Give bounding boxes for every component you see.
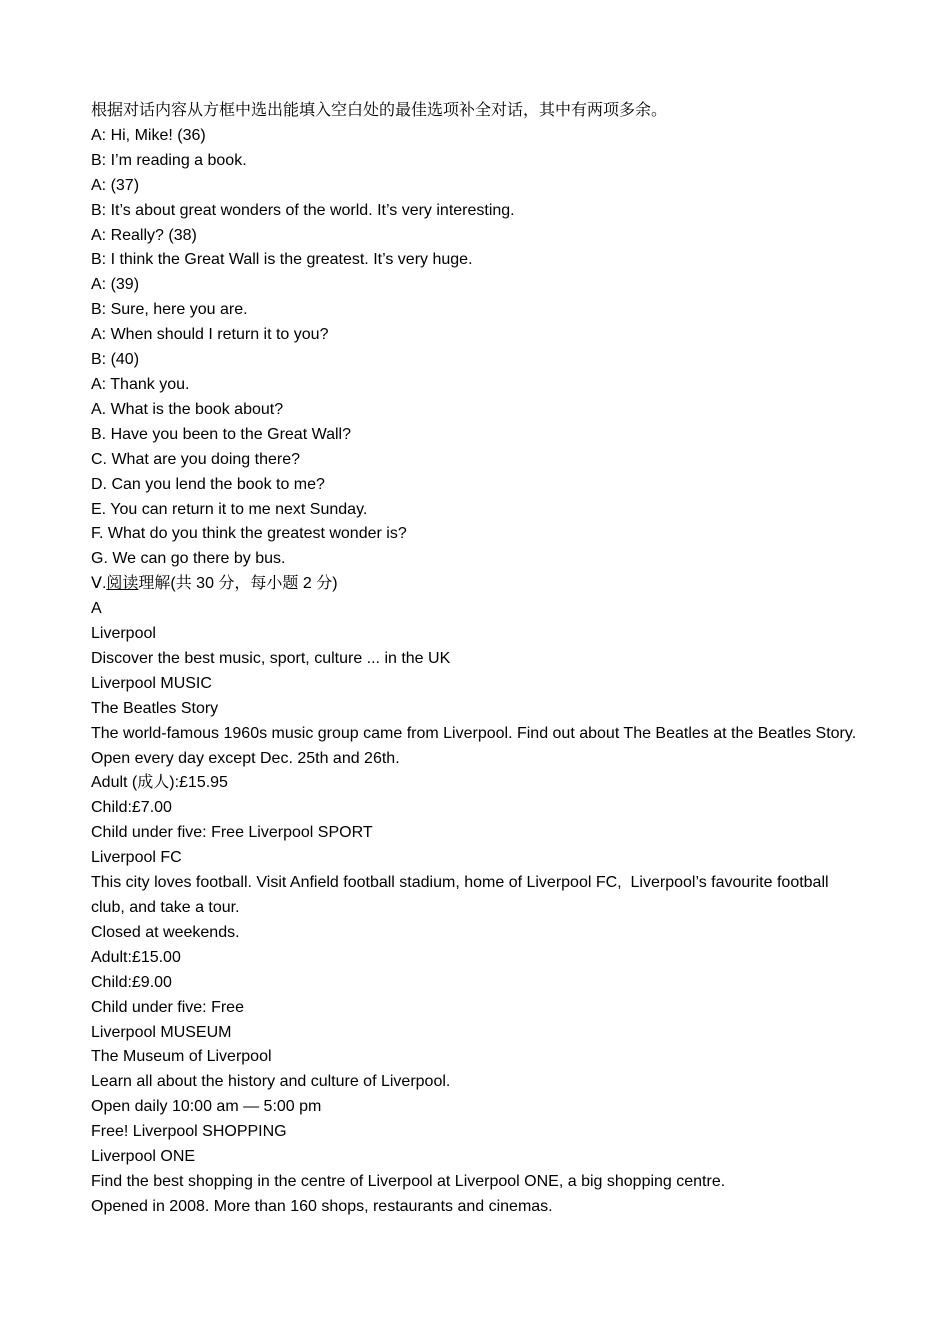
dialogue-line: A: Really? (38) [91, 226, 197, 244]
option-item: D. Can you lend the book to me? [91, 475, 325, 493]
passage-title: Liverpool [91, 625, 156, 643]
dialogue-line: A: Thank you. [91, 375, 190, 393]
section-title-underlined: 阅读 [106, 575, 139, 593]
passage-line: This city loves football. Visit Anfield football stadium, home of Liverpool FC, Liverpool’s favourite football club, and take a tour. [91, 874, 834, 916]
passage-line: Free! Liverpool SHOPPING [91, 1123, 287, 1141]
option-item: C. What are you doing there? [91, 450, 301, 468]
dialogue-line: B: It’s about great wonders of the world. It’s very interesting. [91, 201, 515, 219]
option-item: A. What is the book about? [91, 400, 284, 418]
instruction-text: 根据对话内容从方框中选出能填入空白处的最佳选项补全对话，其中有两项多余。 [91, 102, 668, 119]
passage-line: Open daily 10:00 am — 5:00 pm [91, 1098, 322, 1116]
option-item: G. We can go there by bus. [91, 550, 286, 568]
dialogue [91, 124, 861, 398]
option-item: B. Have you been to the Great Wall? [91, 425, 351, 443]
passage-line: Child:£7.00 [91, 799, 172, 817]
passage-line: Learn all about the history and culture of Liverpool. [91, 1073, 451, 1091]
section-number: Ⅴ. [91, 575, 107, 593]
passage-line: The world-famous 1960s music group came from Liverpool. Find out about The Beatles at the Beatles Story. [91, 724, 857, 742]
dialogue-line: A: Hi, Mike! (36) [91, 126, 206, 144]
dialogue-line: B: Sure, here you are. [91, 301, 248, 319]
section-title-rest: 理解(共 30 分，每小题 2 分) [138, 575, 338, 593]
passage-line: Opened in 2008. More than 160 shops, restaurants and cinemas. [91, 1197, 553, 1215]
passage-line: Liverpool ONE [91, 1148, 196, 1166]
passage-line: Open every day except Dec. 25th and 26th. [91, 749, 400, 767]
passage-line: Closed at weekends. [91, 923, 240, 941]
passage-line: Child under five: Free [91, 998, 244, 1016]
passage-line: The Beatles Story [91, 699, 219, 717]
dialogue-line: B: (40) [91, 351, 140, 369]
passage-line: Child under five: Free Liverpool SPORT [91, 824, 373, 842]
option-item: E. You can return it to me next Sunday. [91, 500, 368, 518]
passage-line: The Museum of Liverpool [91, 1048, 272, 1066]
passage-line: Child:£9.00 [91, 973, 172, 991]
reading-passage [91, 597, 861, 1220]
passage-label: A [91, 600, 102, 618]
passage-line: Liverpool MUSIC [91, 674, 212, 692]
passage-line: Find the best shopping in the centre of Liverpool at Liverpool ONE, a big shopping centre. [91, 1172, 726, 1190]
dialogue-line: A: (37) [91, 176, 140, 194]
document-page [91, 99, 861, 1220]
passage-line: Liverpool FC [91, 849, 182, 867]
dialogue-line: A: (39) [91, 276, 140, 294]
option-item: F. What do you think the greatest wonder is? [91, 525, 407, 543]
passage-line: Adult (成人):£15.95 [91, 774, 228, 792]
dialogue-line: B: I think the Great Wall is the greatest. It’s very huge. [91, 251, 473, 269]
answer-options [91, 398, 861, 572]
dialogue-line: A: When should I return it to you? [91, 326, 329, 344]
passage-line: Adult:£15.00 [91, 948, 181, 966]
dialogue-line: B: I’m reading a book. [91, 151, 247, 169]
passage-line: Discover the best music, sport, culture ... in the UK [91, 649, 451, 667]
passage-line: Liverpool MUSEUM [91, 1023, 232, 1041]
section-heading [91, 572, 861, 597]
